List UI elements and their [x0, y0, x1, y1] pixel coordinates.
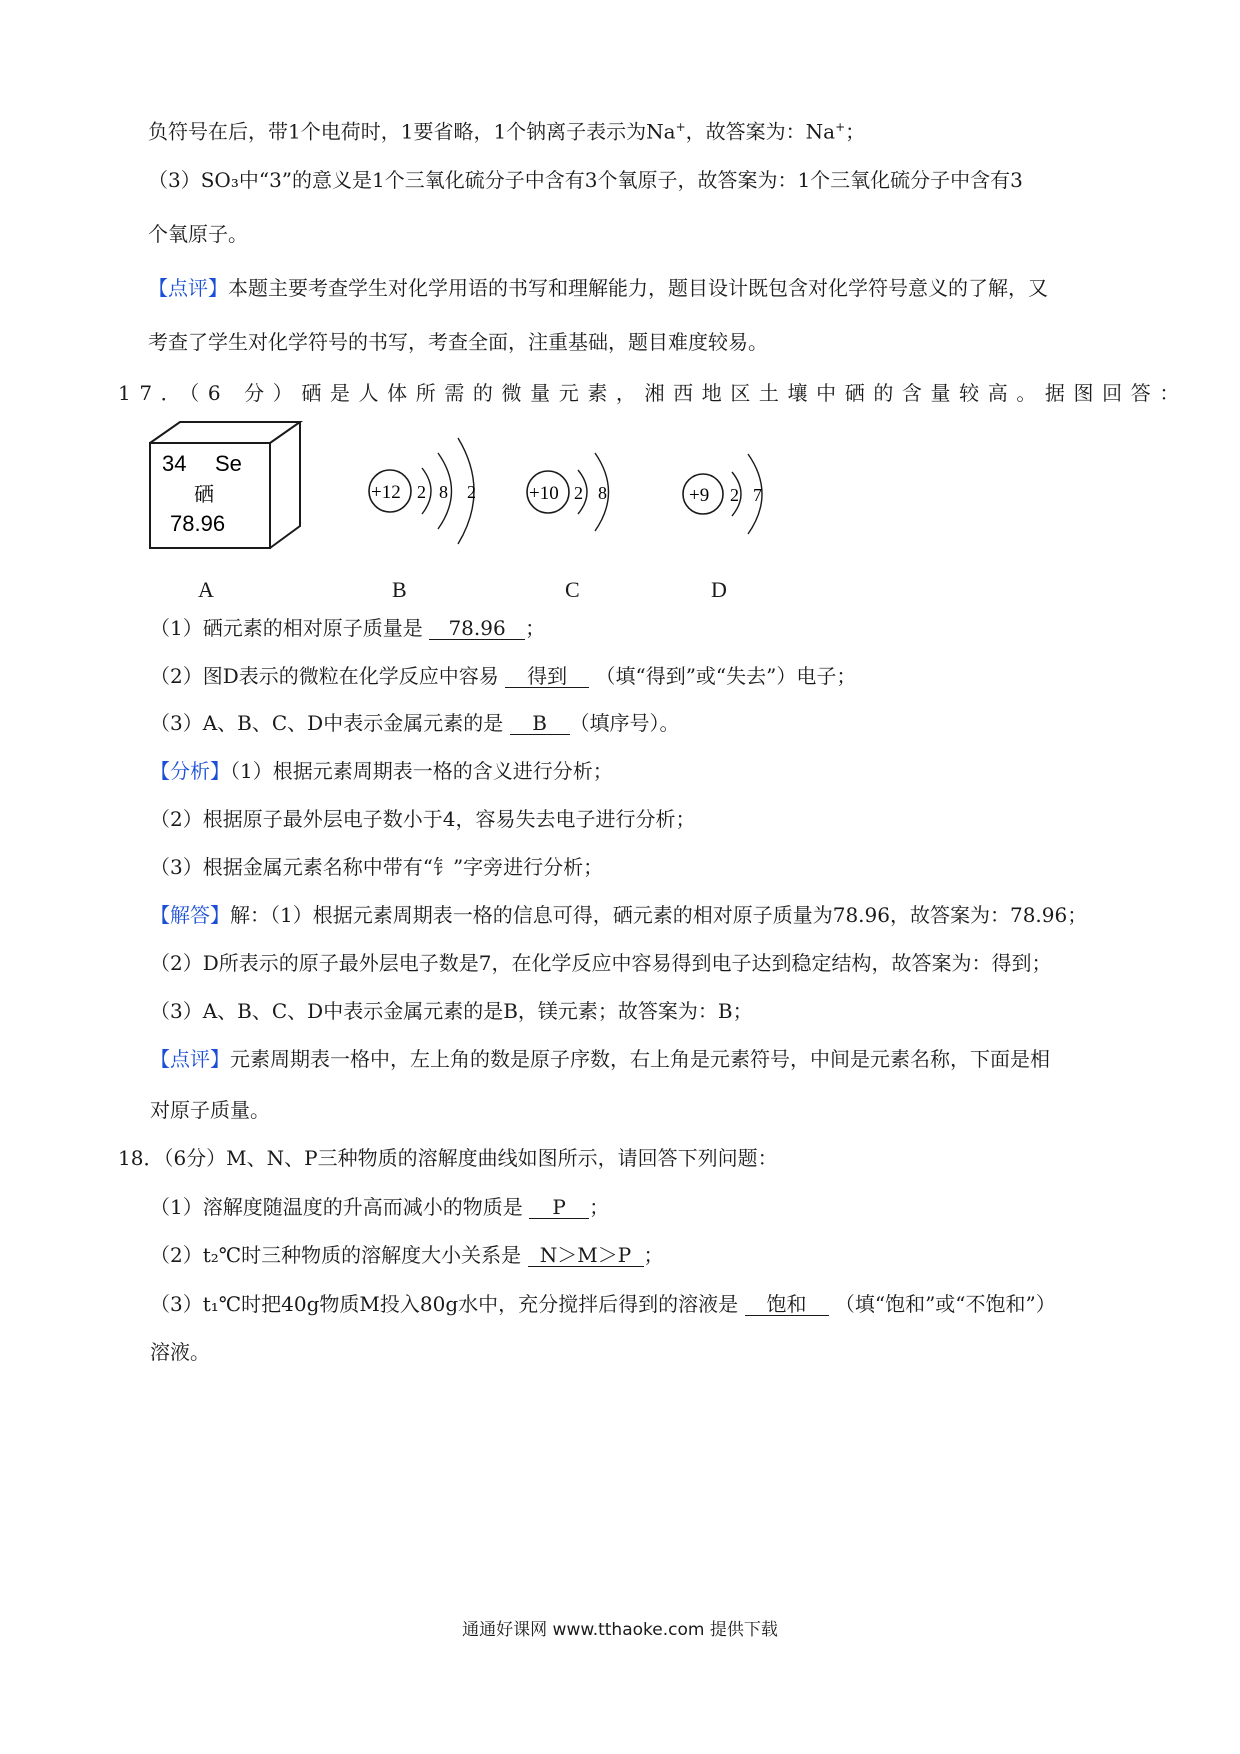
- analysis-tag: 【分析】: [150, 759, 230, 783]
- q17-sub1: （1）硒元素的相对原子质量是 78.96 ；: [150, 616, 546, 640]
- nucleus-c-label: +10: [529, 483, 559, 504]
- q17-analysis-1: 【分析】（1）根据元素周期表一格的含义进行分析；: [150, 759, 613, 783]
- q17-sub2-answer: 得到: [505, 665, 589, 688]
- answer-tag: 【解答】: [150, 903, 230, 927]
- continuation-line-1: 负符号在后，带1个电荷时，1要省略，1个钠离子表示为Na+，故答案为：Na+；: [148, 119, 866, 144]
- element-number: 34: [162, 451, 187, 476]
- q18-sub2: （2）t₂℃时三种物质的溶解度大小关系是 N＞M＞P ；: [150, 1243, 664, 1267]
- q17-answer-3: （3）A、B、C、D中表示金属元素的是B，镁元素；故答案为：B；: [150, 999, 753, 1023]
- review-tag: 【点评】: [148, 276, 228, 300]
- q17-sub3: （3）A、B、C、D中表示金属元素的是 B （填序号）。: [150, 711, 680, 735]
- q18-stem: 18．（6分）M、N、P三种物质的溶解度曲线如图所示，请回答下列问题：: [118, 1146, 778, 1170]
- page-footer: 通通好课网 www.tthaoke.com 提供下载: [462, 1620, 778, 1640]
- review-tag: 【点评】: [150, 1047, 230, 1071]
- q17-analysis-3: （3）根据金属元素名称中带有“钅”字旁进行分析；: [150, 855, 604, 879]
- atom-c-diagram: [527, 453, 609, 531]
- label-b: B: [392, 577, 407, 602]
- shell-b-1: 2: [417, 482, 426, 502]
- q18-sub1-answer: P: [529, 1196, 589, 1219]
- q18-sub3: （3）t₁℃时把40g物质M投入80g水中，充分搅拌后得到的溶液是 饱和 （填“饱和”或“不饱和”）: [150, 1292, 1056, 1316]
- q17-answer-1: 【解答】解：（1）根据元素周期表一格的信息可得，硒元素的相对原子质量为78.96，故答案为：78.96；: [150, 903, 1088, 927]
- q17-sub2: （2）图D表示的微粒在化学反应中容易 得到 （填“得到”或“失去”）电子；: [150, 664, 857, 688]
- label-a: A: [198, 577, 214, 602]
- atom-b-diagram: [369, 438, 476, 544]
- element-mass: 78.96: [170, 511, 226, 536]
- q18-sub2-answer: N＞M＞P: [528, 1244, 644, 1267]
- shell-c-2: 8: [598, 483, 607, 503]
- continuation-line-2: （3）SO₃中“3”的意义是1个三氧化硫分子中含有3个氧原子，故答案为：1个三氧化硫分子中含有3: [148, 168, 1023, 192]
- q18-sub1: （1）溶解度随温度的升高而减小的物质是 P ；: [150, 1195, 610, 1219]
- q17-review-1: 【点评】元素周期表一格中，左上角的数是原子序数，右上角是元素符号，中间是元素名称，下面是相: [150, 1047, 1050, 1071]
- shell-c-1: 2: [574, 483, 583, 503]
- q18-sub3-cont: 溶液。: [150, 1340, 210, 1364]
- shell-b-2: 8: [439, 482, 448, 502]
- nucleus-b-label: +12: [371, 482, 401, 503]
- label-c: C: [565, 577, 580, 602]
- q17-analysis-2: （2）根据原子最外层电子数小于4，容易失去电子进行分析；: [150, 807, 696, 831]
- shell-d-1: 2: [730, 485, 739, 505]
- label-d: D: [711, 577, 727, 602]
- q17-review-2: 对原子质量。: [150, 1098, 270, 1122]
- q17-answer-2: （2）D所表示的原子最外层电子数是7，在化学反应中容易得到电子达到稳定结构，故答案为：得到；: [150, 951, 1052, 975]
- q17-sub1-answer: 78.96: [429, 617, 525, 640]
- element-name: 硒: [194, 482, 214, 506]
- continuation-line-3: 个氧原子。: [148, 222, 248, 246]
- q17-stem: 17．（6 分）硒是人体所需的微量元素，湘西地区土壤中硒的含量较高。据图回答：: [118, 381, 1188, 405]
- atom-d-diagram: [683, 454, 762, 534]
- shell-d-2: 7: [753, 485, 762, 505]
- element-symbol: Se: [215, 451, 242, 476]
- nucleus-d-label: +9: [689, 485, 710, 506]
- review-line-2: 考查了学生对化学符号的书写，考查全面，注重基础，题目难度较易。: [148, 330, 768, 354]
- review-line-1: 【点评】本题主要考查学生对化学用语的书写和理解能力，题目设计既包含对化学符号意义的了解，又: [148, 276, 1048, 300]
- q18-sub3-answer: 饱和: [745, 1293, 829, 1316]
- shell-b-3: 2: [467, 482, 476, 502]
- q17-sub3-answer: B: [510, 712, 570, 735]
- element-box: [150, 422, 300, 548]
